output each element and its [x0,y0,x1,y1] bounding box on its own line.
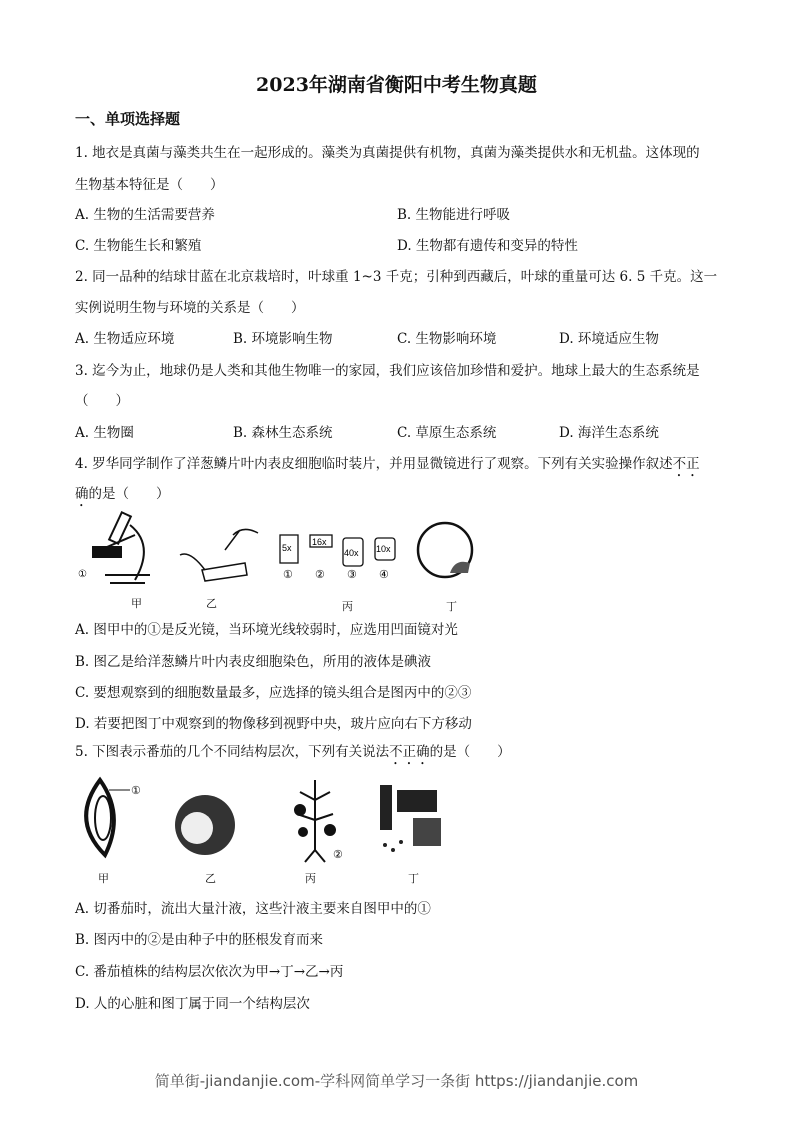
lens-num: ③ [347,569,357,581]
q5-mark-1: ① [131,784,141,797]
fig-label-ding: 丁 [408,872,419,885]
staining-illustration [180,529,258,581]
q5-option-a: A. 切番茄时，流出大量汁液，这些汁液主要来自图甲中的① [75,901,431,917]
q4-emphasis: 不正 [672,456,700,472]
q3-stem: 3. 迄今为止，地球仍是人类和其他生物唯一的家园，我们应该倍加珍惜和爱护。地球上最大的生态系统是 [75,363,700,379]
lens-num: ① [283,569,293,581]
q3-option-b: B. 森林生态系统 [233,425,333,441]
q2-option-a: A. 生物适应环境 [75,331,175,347]
lens-num: ② [315,569,325,581]
q4-figure [75,505,495,590]
tomato-illustration [175,795,235,855]
q5-stem-text: 5. 下图表示番茄的几个不同结构层次，下列有关说法 [75,744,390,760]
plant-illustration [295,780,335,862]
lens-num: ④ [379,569,389,581]
q5-option-d: D. 人的心脏和图丁属于同一个结构层次 [75,996,310,1012]
q3-option-a: A. 生物圈 [75,425,134,441]
q4-mark-1: ① [78,569,87,580]
q3-stem-2: （ ） [75,393,129,409]
fig-label-jia: 甲 [98,872,109,885]
fig-label-bing: 丙 [305,872,316,885]
footer-watermark: 简单街-jiandanjie.com-学科网简单学习一条街 https://jiandanjie.com [154,1072,639,1090]
q2-option-d: D. 环境适应生物 [559,331,659,347]
q1-stem: 1. 地衣是真菌与藻类共生在一起形成的。藻类为真菌提供有机物，真菌为藻类提供水和无机盐。这体现的 [75,145,700,161]
q4-option-b: B. 图乙是给洋葱鳞片叶内表皮细胞染色，所用的液体是碘液 [75,654,432,670]
q5-figure [75,770,455,870]
q1-option-d: D. 生物都有遗传和变异的特性 [397,238,578,254]
q4-emphasis-2: 确 [75,486,89,502]
q5-stem [75,740,511,768]
q5-emphasis: 不正确 [389,744,430,760]
q5-stem-text-2: 的是（ ） [429,744,511,760]
q4-stem-text: 4. 罗华同学制作了洋葱鳞片叶内表皮细胞临时装片，并用显微镜进行了观察。下列有关实验操作叙述 [75,456,673,472]
q2-option-b: B. 环境影响生物 [233,331,333,347]
page-title: 2023年湖南省衡阳中考生物真题 [256,74,537,96]
fig-label-jia: 甲 [131,597,142,610]
q1-option-b: B. 生物能进行呼吸 [397,207,511,223]
lens-label: 16x [312,537,327,547]
fig-label-bing: 丙 [342,600,353,613]
cell-illustration [86,780,114,855]
q5-option-b: B. 图丙中的②是由种子中的胚根发育而来 [75,932,324,948]
lens-label: 10x [376,544,391,554]
microscope-illustration [93,512,150,583]
tissue-illustration [380,785,441,852]
q4-stem [75,452,700,480]
q2-stem: 2. 同一品种的结球甘蓝在北京栽培时，叶球重 1~3 千克；引种到西藏后，叶球的重量可达 6. 5 千克。这一 [75,269,718,285]
section-heading: 一、单项选择题 [75,110,181,128]
q2-stem-2: 实例说明生物与环境的关系是（ ） [75,300,305,316]
lens-label: 5x [282,543,292,553]
q3-option-d: D. 海洋生态系统 [559,425,659,441]
q5-option-c: C. 番茄植株的结构层次依次为甲→丁→乙→丙 [75,964,344,980]
q4-option-c: C. 要想观察到的细胞数量最多，应选择的镜头组合是图丙中的②③ [75,685,472,701]
q1-option-c: C. 生物能生长和繁殖 [75,238,202,254]
fig-label-yi: 乙 [205,872,216,885]
q2-option-c: C. 生物影响环境 [397,331,497,347]
q5-mark-2: ② [333,848,343,861]
q3-option-c: C. 草原生态系统 [397,425,497,441]
fig-label-ding: 丁 [446,600,457,613]
q1-option-a: A. 生物的生活需要营养 [75,207,215,223]
fig-label-yi: 乙 [206,597,217,610]
cells-illustration [450,562,470,573]
q4-stem-text-2: 的是（ ） [88,486,170,502]
q4-option-a: A. 图甲中的①是反光镜，当环境光线较弱时，应选用凹面镜对光 [75,622,458,638]
q4-option-d: D. 若要把图丁中观察到的物像移到视野中央，玻片应向右下方移动 [75,716,472,732]
lens-label: 40x [344,548,359,558]
q1-stem-2: 生物基本特征是（ ） [75,177,224,193]
